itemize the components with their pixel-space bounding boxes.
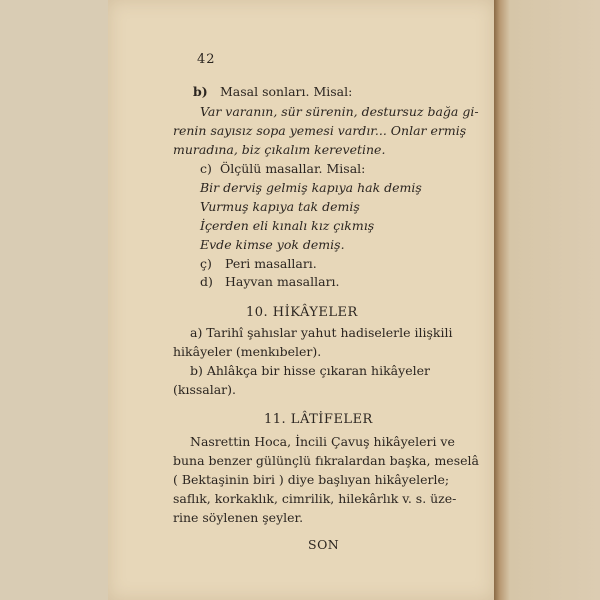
end-mark: SON (308, 537, 340, 552)
text-line: Nasrettin Hoca, İncili Çavuş hikâyeleri ve (190, 434, 455, 449)
page-number: 42 (197, 52, 216, 67)
item-d-label: d) (200, 274, 213, 289)
item-b-label: b) (193, 84, 208, 99)
text-line: Var varanın, sür sürenin, destursuz bağa gi- (200, 104, 479, 119)
item-d-title: Hayvan masalları. (225, 274, 340, 289)
text-line: hikâyeler (menkıbeler). (173, 344, 322, 359)
section-heading-10: 10. HİKÂYELER (246, 305, 358, 320)
text-line: Evde kimse yok demiş. (200, 237, 345, 252)
text-line: ( Bektaşinin biri ) diye başlıyan hikâyelerle; (173, 472, 450, 487)
book-spine (494, 0, 600, 600)
text-line: muradına, biz çıkalım kerevetine. (173, 142, 386, 157)
text-line: renin sayısız sopa yemesi vardır... Onlar ermiş (173, 123, 467, 138)
text-line: İçerden eli kınalı kız çıkmış (200, 218, 375, 233)
book-page (108, 0, 494, 600)
text-line: saflık, korkaklık, cimrilik, hilekârlık v. s. üze- (173, 491, 457, 506)
item-c-label: c) (200, 161, 212, 176)
item-c-title: Ölçülü masallar. Misal: (220, 161, 366, 176)
text-line: Vurmuş kapıya tak demiş (200, 199, 360, 214)
text-line: rine söylenen şeyler. (173, 510, 304, 525)
background-left (0, 0, 108, 600)
text-line: buna benzer gülünçlü fıkralardan başka, meselâ (173, 453, 479, 468)
section-heading-11: 11. LÂTİFELER (264, 412, 373, 427)
item-b-title: Masal sonları. Misal: (220, 84, 353, 99)
text-line: a) Tarihî şahıslar yahut hadiselerle ilişkili (190, 325, 453, 340)
text-line: (kıssalar). (173, 382, 237, 397)
text-line: b) Ahlâkça bir hisse çıkaran hikâyeler (190, 363, 430, 378)
item-cc-label: ç) (200, 256, 212, 271)
item-cc-title: Peri masalları. (225, 256, 317, 271)
text-line: Bir derviş gelmiş kapıya hak demiş (200, 180, 422, 195)
